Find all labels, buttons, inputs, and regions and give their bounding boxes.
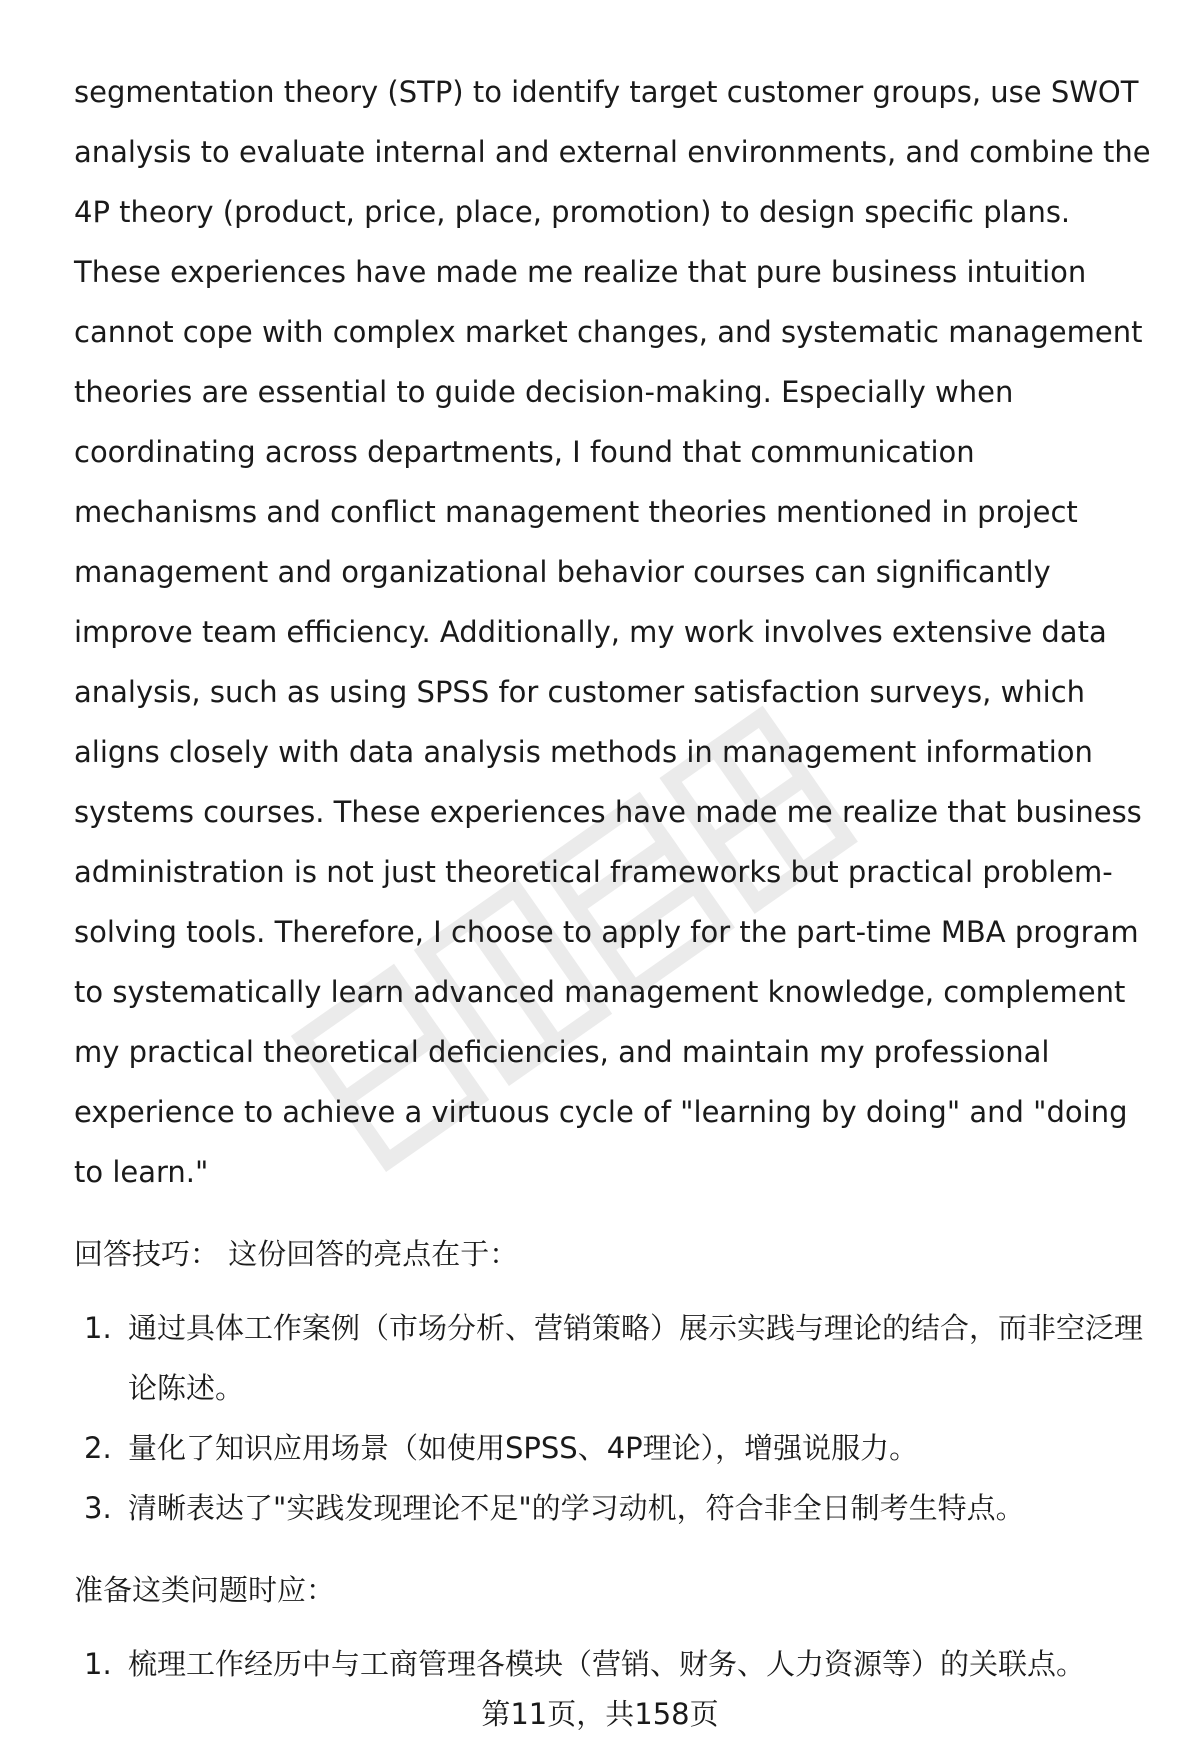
list-item-text: 梳理工作经历中与工商管理各模块（营销、财务、人力资源等）的关联点。 (128, 1647, 1086, 1681)
list-item-text: 通过具体工作案例（市场分析、营销策略）展示实践与理论的结合，而非空泛理论陈述。 (128, 1311, 1144, 1405)
body-paragraph: segmentation theory (STP) to identify target customer groups, use SWOT analysis to evaluate internal and external environments, and combine the 4P theory (product, price, place, promotion) to design specific plans. These experiences have made me realize that pure business intuition cannot cope with complex market changes, and systematic management theories are essential to guide decision-making. Especially when coordinating across departments, I found that communication mechanisms and conflict management theories mentioned in project management and organizational behavior courses can significantly improve team efficiency. Additionally, my work involves extensive data analysis, such as using SPSS for customer satisfaction surveys, which aligns closely with data analysis methods in management information systems courses. These experiences have made me realize that business administration is not just theoretical frameworks but practical problem-solving tools. Therefore, I choose to apply for the part-time MBA program to systematically learn advanced management knowledge, complement my practical theoretical deficiencies, and maintain my professional experience to achieve a virtuous cycle of "learning by doing" and "doing to learn." (74, 75, 1151, 1189)
prep-section (74, 1560, 1154, 1694)
list-item-number: 2. (84, 1431, 112, 1465)
list-item-text: 量化了知识应用场景（如使用SPSS、4P理论），增强说服力。 (128, 1431, 919, 1465)
list-item-text: 清晰表达了"实践发现理论不足"的学习动机，符合非全日制考生特点。 (128, 1491, 1025, 1525)
list-item (74, 1298, 1154, 1418)
list-item-number: 1. (84, 1647, 112, 1681)
prep-list (74, 1634, 1154, 1694)
page-footer (0, 1694, 1200, 1734)
prep-label: 准备这类问题时应： (74, 1573, 336, 1607)
tips-label: 回答技巧： 这份回答的亮点在于： (74, 1237, 519, 1271)
tips-section (74, 1224, 1154, 1538)
list-item (74, 1634, 1154, 1694)
list-item-number: 3. (84, 1491, 112, 1525)
document-content (74, 62, 1154, 1694)
list-item-number: 1. (84, 1311, 112, 1345)
page-number: 第11页，共158页 (481, 1697, 719, 1731)
list-item (74, 1418, 1154, 1478)
list-item (74, 1478, 1154, 1538)
tips-list (74, 1298, 1154, 1538)
